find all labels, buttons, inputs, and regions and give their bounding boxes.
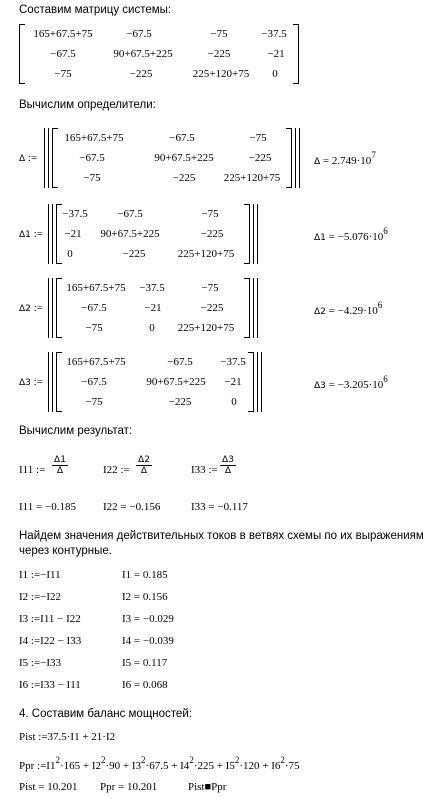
det-cell: −67.5 <box>117 208 143 220</box>
det-cell: −67.5 <box>81 302 107 314</box>
det-cell: 0 <box>149 322 155 334</box>
matrix-cell: −67.5 <box>126 28 152 40</box>
det-main-label: Δ := <box>19 152 38 164</box>
fraction-i11: $\frac{\Delta 1}{\Delta}$ <box>52 455 68 476</box>
current-result: I2 = 0.156 <box>122 591 168 603</box>
det-2-matrix <box>48 278 258 338</box>
matrix-cell: −37.5 <box>261 28 287 40</box>
fraction-i22: $\frac{\Delta 2}{\Delta}$ <box>136 455 152 476</box>
det-2-result: $\Delta 2 = -4.29\cdot 10^6$ <box>314 300 383 317</box>
det-3-result: $\Delta 3 = -3.205\cdot 10^6$ <box>314 374 388 391</box>
det-cell: 90+67.5+225 <box>100 228 160 240</box>
matrix-cell: −21 <box>267 48 285 60</box>
det-cell: −225 <box>168 396 192 408</box>
det-1-label: Δ1 := <box>19 228 43 240</box>
heading-matrix: Составим матрицу системы: <box>19 4 172 16</box>
current-result: I4 = −0.039 <box>122 635 174 647</box>
det-cell: −75 <box>201 282 219 294</box>
det-cell: −225 <box>200 302 224 314</box>
det-3-label: Δ3 := <box>19 376 43 388</box>
ppr-definition: Ppr $:=I1^2\cdot 165 + I2^2\cdot 90 + I3^2\cdot 67.5 + I4^2\cdot 225 + I5^2\cdot 120 + I6^2\cdot 75$ <box>19 755 300 772</box>
det-cell: −21 <box>144 302 162 314</box>
det-cell: −21 <box>224 376 242 388</box>
det-main-matrix <box>44 128 300 188</box>
matrix-cell: −225 <box>207 48 231 60</box>
det-cell: −67.5 <box>81 376 107 388</box>
det-cell: 0 <box>67 248 73 260</box>
pist-value: Pist = 10.201 <box>19 781 78 793</box>
matrix-cell: −225 <box>129 68 153 80</box>
matrix-cell: 0 <box>272 68 278 80</box>
current-def: I3 :=I11 − I22 <box>19 613 81 625</box>
det-cell: −225 <box>248 152 272 164</box>
det-cell: −75 <box>85 396 103 408</box>
matrix-cell: 165+67.5+75 <box>33 28 93 40</box>
matrix-cell: −67.5 <box>50 48 76 60</box>
det-cell: 225+120+75 <box>177 322 235 334</box>
loop-val-i33: I33 = −0.117 <box>191 501 248 513</box>
current-result: I6 = 0.068 <box>122 679 168 691</box>
heading-balance: 4. Составим баланс мощностей: <box>19 708 192 720</box>
det-2-label: Δ2 := <box>19 302 43 314</box>
det-cell: −225 <box>122 248 146 260</box>
matrix-cell: 225+120+75 <box>192 68 250 80</box>
det-cell: 90+67.5+225 <box>154 152 214 164</box>
heading-result: Вычислим результат: <box>19 425 133 437</box>
det-cell: 225+120+75 <box>223 172 281 184</box>
loop-val-i11: I11 = −0.185 <box>19 501 76 513</box>
loop-val-i22: I22 = −0.156 <box>103 501 161 513</box>
loop-def-i22: I22 := <box>103 464 130 476</box>
det-cell: −75 <box>249 132 267 144</box>
det-cell: −225 <box>172 172 196 184</box>
det-cell: −67.5 <box>167 356 193 368</box>
current-def: I1 :=−I11 <box>19 569 61 581</box>
det-cell: 0 <box>231 396 237 408</box>
system-matrix <box>19 24 299 84</box>
det-1-matrix <box>48 204 258 264</box>
matrix-cell: −75 <box>210 28 228 40</box>
det-cell: −75 <box>85 322 103 334</box>
det-cell: 225+120+75 <box>177 248 235 260</box>
current-result: I3 = −0.029 <box>122 613 174 625</box>
matrix-cell: −75 <box>54 68 72 80</box>
loop-def-i33: I33 := <box>191 464 218 476</box>
fraction-i33: $\frac{\Delta 3}{\Delta}$ <box>220 455 236 476</box>
det-1-result: $\Delta 1 = -5.076\cdot 10^6$ <box>314 226 388 243</box>
current-def: I6 :=I33 − I11 <box>19 679 81 691</box>
loop-def-i11: I11 := <box>19 464 46 476</box>
det-cell: −67.5 <box>169 132 195 144</box>
det-cell: −21 <box>64 228 82 240</box>
matrix-cell: 90+67.5+225 <box>113 48 173 60</box>
heading-determinants: Вычислим определители: <box>19 99 156 111</box>
det-cell: 90+67.5+225 <box>146 376 206 388</box>
det-cell: −37.5 <box>62 208 88 220</box>
det-cell: 165+67.5+75 <box>64 132 124 144</box>
current-result: I5 = 0.117 <box>122 657 168 669</box>
current-def: I5 :=−I33 <box>19 657 62 669</box>
det-cell: −37.5 <box>220 356 246 368</box>
det-cell: −67.5 <box>79 152 105 164</box>
det-cell: −75 <box>83 172 101 184</box>
det-cell: 165+67.5+75 <box>66 282 126 294</box>
ppr-value: Ppr = 10.201 <box>100 781 158 793</box>
det-cell: 165+67.5+75 <box>66 356 126 368</box>
heading-currents-line1: Найдем значения действительных токов в ветвях схемы по их выражениям <box>19 530 424 542</box>
det-main-result: $\Delta = 2.749\cdot 10^7$ <box>314 150 376 167</box>
balance-check: Pist■Ppr <box>188 781 227 793</box>
det-cell: −75 <box>201 208 219 220</box>
pist-definition: Pist :=37.5·I1 + 21·I2 <box>19 731 116 743</box>
current-def: I2 :=−I22 <box>19 591 62 603</box>
det-3-matrix <box>48 352 262 412</box>
det-cell: −225 <box>200 228 224 240</box>
det-cell: −37.5 <box>139 282 165 294</box>
current-result: I1 = 0.185 <box>122 569 168 581</box>
current-def: I4 :=I22 − I33 <box>19 635 82 647</box>
heading-currents-line2: через контурные. <box>19 545 112 557</box>
